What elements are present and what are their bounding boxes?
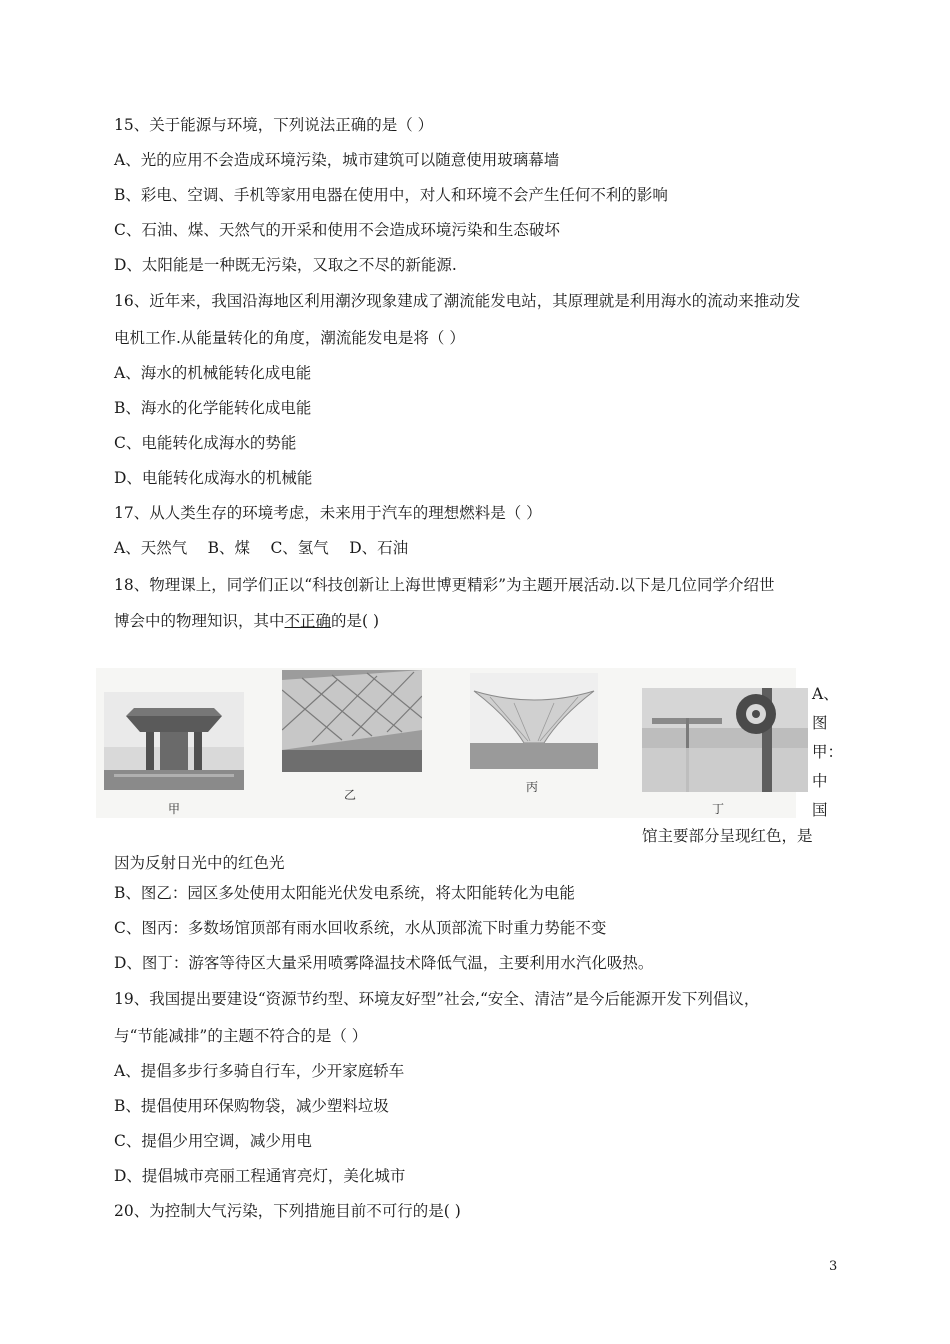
- q18-option-a-vertical: [812, 680, 844, 825]
- page-number: 3: [829, 1259, 838, 1274]
- q19-option-d: D、提倡城市亮丽工程通宵亮灯，美化城市: [114, 1167, 406, 1185]
- q16-option-a: A、海水的机械能转化成电能: [114, 364, 312, 382]
- q18-option-a-tail: 馆主要部分呈现红色，是: [642, 827, 813, 845]
- caption-yi: 乙: [344, 788, 357, 802]
- q18-option-c: C、图丙：多数场馆顶部有雨水回收系统，水从顶部流下时重力势能不变: [114, 919, 607, 937]
- q18-stem-line1: 18、物理课上，同学们正以“科技创新让上海世博更精彩”为主题开展活动.以下是几位同学介绍世: [114, 576, 775, 594]
- q16-stem-line1: 16、近年来，我国沿海地区利用潮汐现象建成了潮流能发电站，其原理就是利用海水的流动来推动发: [114, 292, 801, 310]
- caption-jia: 甲: [168, 802, 181, 816]
- q17-options: A、天然气 B、煤 C、氢气 D、石油: [114, 539, 409, 557]
- caption-bing: 丙: [526, 780, 539, 794]
- q19-option-b: B、提倡使用环保购物袋，减少塑料垃圾: [114, 1097, 389, 1115]
- vertical-char: 中: [812, 772, 828, 790]
- q16-stem-line2: 电机工作.从能量转化的角度，潮流能发电是将（ ）: [114, 329, 465, 347]
- mist-cooling-image: [642, 688, 808, 792]
- q15-option-b: B、彩电、空调、手机等家用电器在使用中，对人和环境不会产生任何不利的影响: [114, 186, 668, 204]
- theme-pavilion-image: [282, 670, 422, 772]
- q18-option-a-continued: 因为反射日光中的红色光: [114, 854, 285, 872]
- q18-option-b: B、图乙：园区多处使用太阳能光伏发电系统，将太阳能转化为电能: [114, 884, 575, 902]
- q18-stem-text: 博会中的物理知识，其中: [114, 612, 285, 630]
- q18-option-d: D、图丁：游客等待区大量采用喷雾降温技术降低气温，主要利用水汽化吸热。: [114, 954, 654, 972]
- q19-stem-line1: 19、我国提出要建设“资源节约型、环境友好型”社会,“安全、清洁”是今后能源开发下列倡议，: [114, 990, 760, 1008]
- q18-underlined-text: 不正确: [284, 612, 332, 630]
- q16-option-d: D、电能转化成海水的机械能: [114, 469, 313, 487]
- q18-stem-line2: [114, 611, 379, 631]
- vertical-char: 图: [812, 714, 828, 732]
- vertical-char: 国: [812, 801, 828, 819]
- q20-stem: 20、为控制大气污染，下列措施目前不可行的是( ): [114, 1202, 461, 1220]
- q15-option-c: C、石油、煤、天然气的开采和使用不会造成环境污染和生态破坏: [114, 221, 560, 239]
- vertical-char: A、: [812, 685, 839, 703]
- sun-valley-image: [470, 673, 598, 769]
- q19-option-c: C、提倡少用空调，减少用电: [114, 1132, 312, 1150]
- q17-stem: 17、从人类生存的环境考虑，未来用于汽车的理想燃料是（ ）: [114, 504, 542, 522]
- vertical-char: 甲：: [812, 743, 844, 761]
- q15-option-d: D、太阳能是一种既无污染，又取之不尽的新能源.: [114, 256, 457, 274]
- q18-stem-tail: 的是( ): [331, 612, 380, 630]
- china-pavilion-image: [104, 692, 244, 790]
- caption-ding: 丁: [712, 802, 725, 816]
- q15-option-a: A、光的应用不会造成环境污染，城市建筑可以随意使用玻璃幕墙: [114, 151, 560, 169]
- q16-option-b: B、海水的化学能转化成电能: [114, 399, 312, 417]
- q15-stem: 15、关于能源与环境，下列说法正确的是（ ）: [114, 116, 434, 134]
- q16-option-c: C、电能转化成海水的势能: [114, 434, 297, 452]
- q19-option-a: A、提倡多步行多骑自行车，少开家庭轿车: [114, 1062, 405, 1080]
- q19-stem-line2: 与“节能减排”的主题不符合的是（ ）: [114, 1027, 368, 1045]
